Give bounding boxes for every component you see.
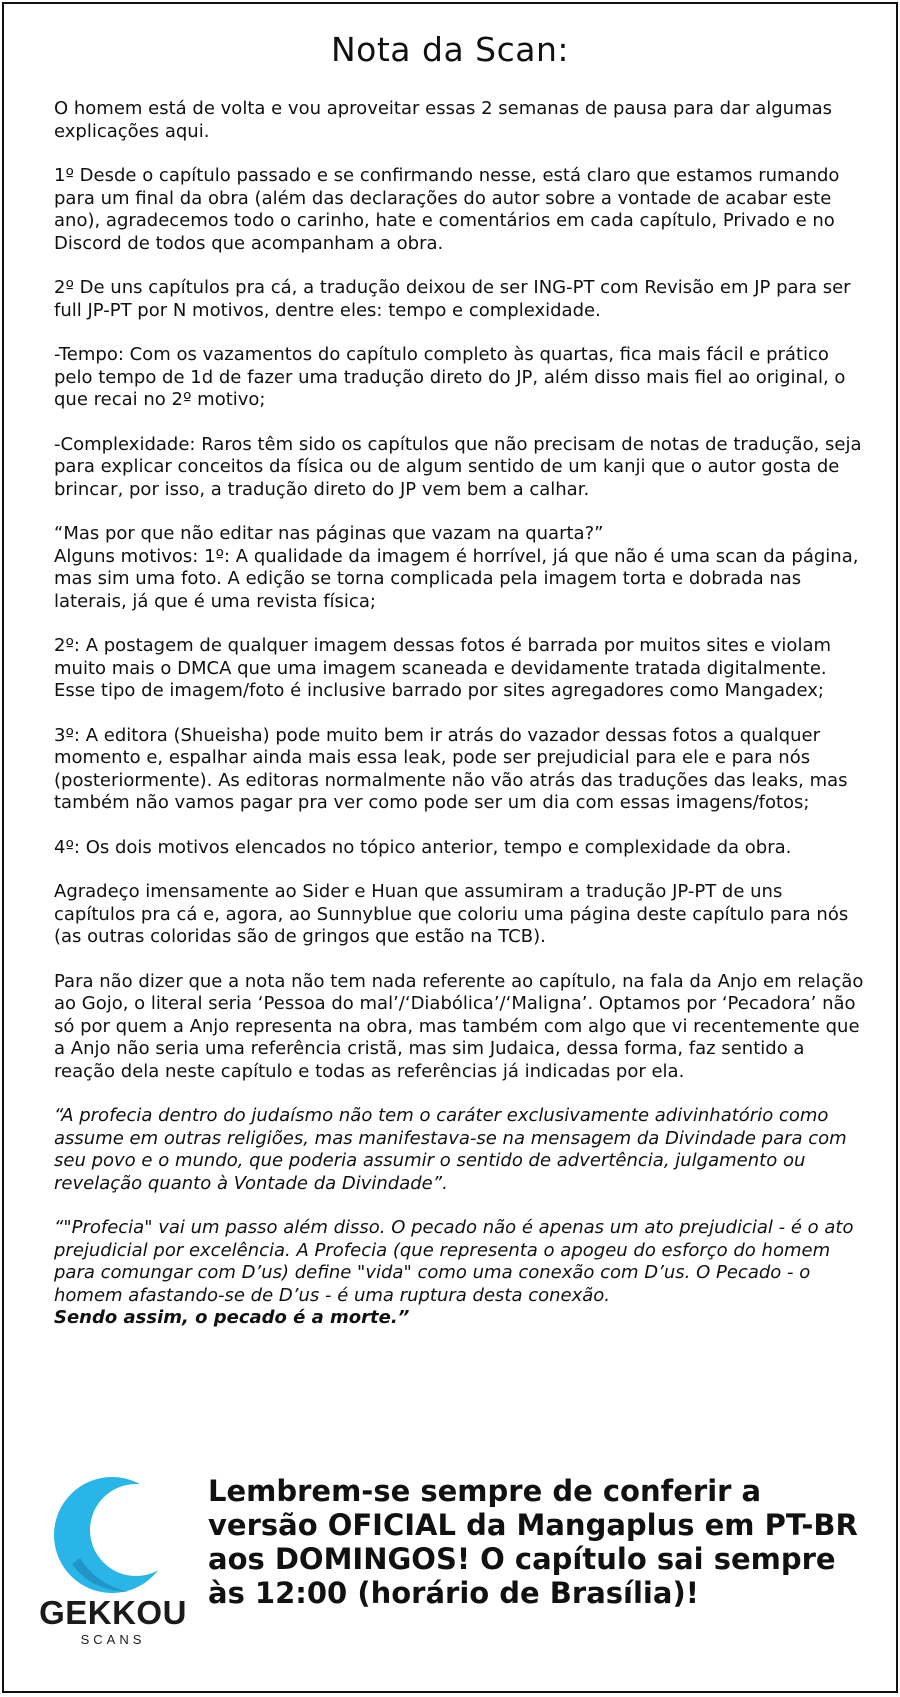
paragraph-reason-4: 4º: Os dois motivos elencados no tópico anterior, tempo e complexidade da obra.	[54, 836, 792, 858]
paragraph-tempo: -Tempo: Com os vazamentos do capítulo completo às quartas, fica mais fácil e prático pelo tempo de 1d de fazer uma tradução direto do JP, além disso mais fiel ao original, o que recai no 2º motivo;	[54, 344, 846, 410]
paragraph-question: “Mas por que não editar nas páginas que vazam na quarta?”	[54, 523, 604, 544]
page-title: Nota da Scan:	[330, 30, 570, 69]
crescent-moon-icon	[50, 1472, 176, 1598]
gekkou-logo	[38, 1466, 188, 1646]
paragraph-point-2: 2º De uns capítulos pra cá, a tradução deixou de ser ING-PT com Revisão em JP para ser full JP-PT por N motivos, dentre eles: tempo e complexidade.	[54, 277, 851, 321]
paragraph-chapter-note: Para não dizer que a nota não tem nada referente ao capítulo, na fala da Anjo em relação ao Gojo, o literal seria ‘Pessoa do mal’/‘Diabólica’/‘Maligna’. Optamos por ‘Pecadora’ não só por quem a Anjo representa na obra, mas também com algo que vi recentemente que a Anjo não seria uma referência cristã, mas sim Judaica, dessa forma, faz sentido a reação dela neste capítulo e todas as referências já indicadas por ela.	[54, 970, 864, 1082]
logo-name: GEKKOU	[39, 1594, 187, 1631]
scan-note-page	[2, 2, 898, 1693]
logo-subtitle: SCANS	[80, 1632, 146, 1647]
paragraph-point-1: 1º Desde o capítulo passado e se confirmando nesse, está claro que estamos rumando para um final da obra (além das declarações do autor sobre a vontade de acabar este ano), agradecemos todo o carinho, hate e comentários em cada capítulo, Privado e no Discord de todos que acompanham a obra.	[54, 165, 840, 254]
paragraph-reason-3: 3º: A editora (Shueisha) pode muito bem ir atrás do vazador dessas fotos a qualquer momento e, espalhar ainda mais essa leak, pode ser prejudicial para ele e para nós (posteriormente). As editoras normalmente não vão atrás das traduções das leaks, mas também não vamos pagar pra ver como pode ser um dia com essas imagens/fotos;	[54, 724, 848, 813]
footer	[4, 1466, 896, 1666]
release-reminder: Lembrem-se sempre de conferir a versão OFICIAL da Mangaplus em PT-BR aos DOMINGOS! O capítulo sai sempre às 12:00 (horário de Brasília)!	[208, 1474, 858, 1610]
note-body	[54, 98, 869, 1352]
paragraph-thanks: Agradeço imensamente ao Sider e Huan que assumiram a tradução JP-PT de uns capítulos pra cá e, agora, ao Sunnyblue que coloriu uma página deste capítulo para nós (as outras coloridas são de gringos que estão na TCB).	[54, 881, 849, 947]
paragraph-reason-2: 2º: A postagem de qualquer imagem dessas fotos é barrada por muitos sites e violam muito mais o DMCA que uma imagem scaneada e devidamente tratada digitalmente. Esse tipo de imagem/foto é inclusive barrado por sites agregadores como Mangadex;	[54, 635, 832, 701]
paragraph-complexidade: -Complexidade: Raros têm sido os capítulos que não precisam de notas de tradução, seja para explicar conceitos da física ou de algum sentido de um kanji que o autor gosta de brincar, por isso, a tradução direto do JP vem bem a calhar.	[54, 433, 862, 500]
paragraph-intro: O homem está de volta e vou aproveitar essas 2 semanas de pausa para dar algumas explicações aqui.	[54, 98, 833, 142]
paragraph-reason-1: Alguns motivos: 1º: A qualidade da imagem é horrível, já que não é uma scan da página, mas sim uma foto. A edição se torna complicada pela imagem torta e dobrada nas laterais, já que é uma revista física;	[54, 545, 859, 612]
quote-sin: “"Profecia" vai um passo além disso. O pecado não é apenas um ato prejudicial - é o ato prejudicial por excelência. A Profecia (que representa o apogeu do esforço do homem para comungar com D’us) define "vida" como uma conexão com D’us. O Pecado - o homem afastando-se de D’us - é uma ruptura desta conexão.	[54, 1217, 854, 1306]
quote-prophecy: “A profecia dentro do judaísmo não tem o caráter exclusivamente adivinhatório como assume em outras religiões, mas manifestava-se na mensagem da Divindade para com seu povo e o mundo, que poderia assumir o sentido de advertência, julgamento ou revelação quanto à Vontade da Divindade”.	[54, 1105, 847, 1194]
quote-sin-conclusion: Sendo assim, o pecado é a morte.”	[54, 1307, 410, 1328]
